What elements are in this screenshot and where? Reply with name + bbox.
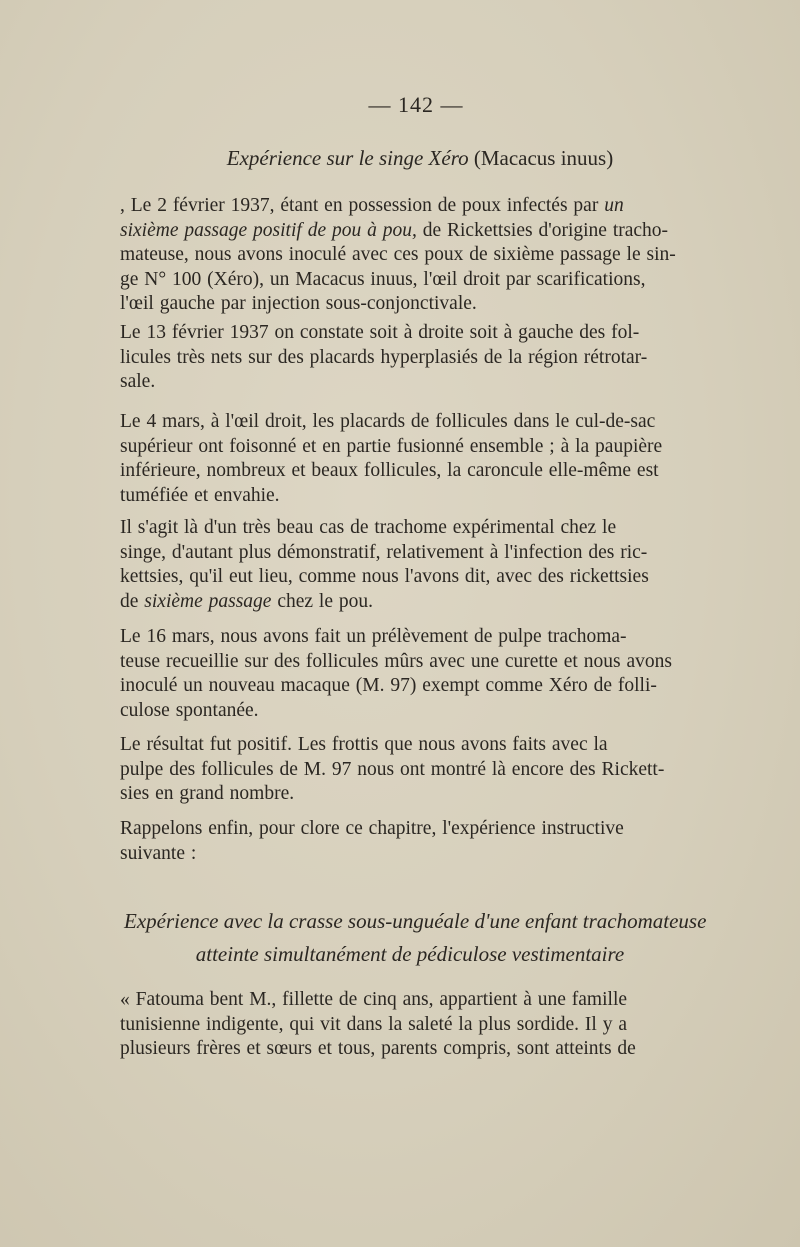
paragraph-7 bbox=[120, 817, 715, 866]
text-line: inoculé un nouveau macaque (M. 97) exempt comme Xéro de folli- bbox=[120, 675, 657, 697]
paragraph-1 bbox=[120, 194, 715, 317]
text-line: kettsies, qu'il eut lieu, comme nous l'avons dit, avec des rickettsies bbox=[120, 566, 649, 588]
text-line: Rappelons enfin, pour clore ce chapitre, l'expérience instructive bbox=[120, 818, 624, 839]
text-line bbox=[120, 219, 715, 244]
text-line: « Fatouma bent M., fillette de cinq ans, appartient à une famille bbox=[120, 989, 628, 1010]
text-line: licules très nets sur des placards hyperplasiés de la région rétrotar- bbox=[120, 346, 648, 368]
text-line: Le résultat fut positif. Les frottis que nous avons faits avec la bbox=[120, 734, 608, 755]
text-run-italic: un bbox=[604, 195, 624, 216]
text-line: Le 4 mars, à l'œil droit, les placards de follicules dans le cul-de-sac bbox=[120, 411, 656, 432]
text-line bbox=[120, 590, 715, 615]
text-run: de bbox=[120, 590, 145, 612]
text-line: Le 13 février 1937 on constate soit à droite soit à gauche des fol- bbox=[120, 322, 640, 343]
paragraph-3 bbox=[120, 410, 715, 508]
paragraph-5 bbox=[120, 625, 715, 723]
text-line: suivante : bbox=[120, 842, 197, 864]
text-line: tuméfiée et envahie. bbox=[120, 484, 280, 506]
page-number: — 142 — bbox=[368, 92, 464, 117]
text-run: de Rickettsies d'origine tracho- bbox=[416, 219, 669, 241]
paragraph-2 bbox=[120, 321, 715, 395]
text-line: Il s'agit là d'un très beau cas de trachome expérimental chez le bbox=[120, 517, 617, 538]
text-line: inférieure, nombreux et beaux follicules, la caroncule elle-même est bbox=[120, 460, 659, 482]
text-line: mateuse, nous avons inoculé avec ces poux de sixième passage le sin- bbox=[120, 244, 676, 266]
text-line: singe, d'autant plus démonstratif, relativement à l'infection des ric- bbox=[120, 541, 648, 563]
text-line: plusieurs frères et sœurs et tous, parents compris, sont atteints de bbox=[120, 1038, 636, 1060]
section-heading-fatouma-line-2: atteinte simultanément de pédiculose vestimentaire bbox=[195, 942, 625, 966]
text-run: chez le pou. bbox=[271, 590, 374, 612]
paragraph-4 bbox=[120, 516, 715, 614]
section-heading-fatouma-line-1: Expérience avec la crasse sous-unguéale d'une enfant trachomateuse bbox=[124, 909, 707, 933]
text-line: sies en grand nombre. bbox=[120, 783, 295, 805]
text-run-italic: sixième passage positif de pou à pou, bbox=[120, 219, 417, 241]
text-line: ge N° 100 (Xéro), un Macacus inuus, l'œil droit par scarifications, bbox=[120, 268, 646, 290]
text-line: teuse recueillie sur des follicules mûrs avec une curette et nous avons bbox=[120, 650, 672, 672]
text-line: supérieur ont foisonné et en partie fusionné ensemble ; à la paupière bbox=[120, 435, 663, 457]
paragraph-8 bbox=[120, 988, 715, 1062]
paragraph-6 bbox=[120, 733, 715, 807]
heading-italic-part: Expérience sur le singe Xéro bbox=[226, 146, 469, 170]
text-line: culose spontanée. bbox=[120, 699, 259, 721]
text-line: sale. bbox=[120, 371, 156, 393]
text-line bbox=[120, 194, 715, 219]
text-run: , Le 2 février 1937, étant en possession de poux infectés par bbox=[120, 195, 605, 216]
text-run-italic: sixième passage bbox=[144, 590, 272, 612]
text-line: tunisienne indigente, qui vit dans la saleté la plus sordide. Il y a bbox=[120, 1013, 627, 1035]
text-line: Le 16 mars, nous avons fait un prélèvement de pulpe trachoma- bbox=[120, 626, 627, 647]
text-line: l'œil gauche par injection sous-conjonctivale. bbox=[120, 293, 477, 315]
section-heading-xero bbox=[0, 146, 800, 171]
text-line: pulpe des follicules de M. 97 nous ont montré là encore des Rickett- bbox=[120, 758, 665, 780]
heading-plain-part: (Macacus inuus) bbox=[468, 146, 614, 170]
